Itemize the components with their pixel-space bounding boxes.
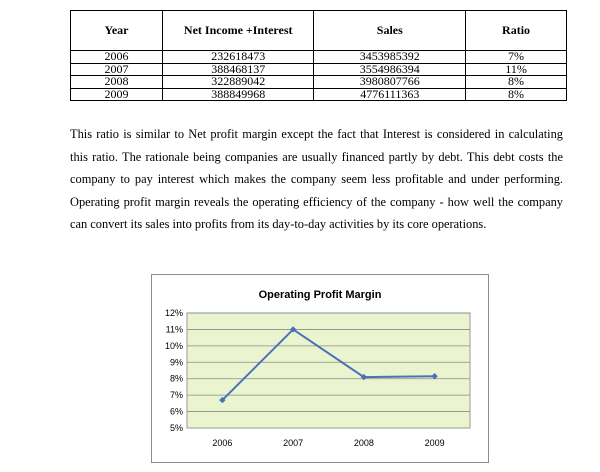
cell-sales: 4776111363 (314, 88, 466, 101)
chart-title: Operating Profit Margin (258, 289, 382, 301)
cell-sales: 3980807766 (314, 76, 466, 89)
plot-area (165, 308, 470, 448)
cell-year: 2009 (71, 88, 163, 101)
cell-net-income: 388849968 (162, 88, 314, 101)
header-net-income-interest: Net Income +Interest (162, 11, 314, 51)
x-tick-label: 2006 (212, 438, 233, 448)
y-tick-label: 10% (164, 340, 183, 351)
y-tick-label: 5% (169, 423, 183, 433)
cell-ratio: 8% (466, 76, 567, 89)
operating-profit-margin-chart (151, 274, 489, 463)
cell-net-income: 322889042 (162, 76, 314, 89)
x-tick-label: 2008 (353, 438, 374, 448)
y-tick-label: 6% (169, 406, 183, 417)
y-tick-label: 8% (169, 373, 183, 384)
header-year: Year (71, 11, 163, 51)
cell-year: 2007 (71, 63, 163, 76)
cell-ratio: 8% (466, 88, 567, 101)
y-tick-label: 9% (169, 357, 183, 368)
table-row (71, 63, 567, 76)
chart-svg (152, 275, 488, 462)
y-tick-label: 11% (165, 324, 183, 335)
cell-net-income: 388468137 (162, 63, 314, 76)
cell-net-income: 232618473 (162, 51, 314, 64)
table-row (71, 76, 567, 89)
ratio-table (70, 10, 567, 101)
table-header-row (71, 11, 567, 51)
x-tick-label: 2007 (283, 438, 304, 448)
cell-sales: 3554986394 (314, 63, 466, 76)
cell-sales: 3453985392 (314, 51, 466, 64)
cell-ratio: 11% (466, 63, 567, 76)
x-tick-label: 2009 (424, 438, 445, 448)
cell-year: 2008 (71, 76, 163, 89)
cell-ratio: 7% (466, 51, 567, 64)
table-row (71, 51, 567, 64)
y-tick-label: 12% (164, 308, 183, 318)
header-ratio: Ratio (466, 11, 567, 51)
y-tick-label: 7% (169, 390, 183, 401)
plot-background (187, 313, 470, 428)
explanation-paragraph: This ratio is similar to Net profit margin except the fact that Interest is considered in calculating this ratio. The rationale being companies are usually financed partly by debt. This debt costs the company to pay interest which makes the company seem less profitable and under performing. Operating profit margin reveals the operating efficiency of the company - how well the company can convert its sales into profits from its day-to-day activities by its core operations. (70, 127, 563, 232)
header-sales: Sales (314, 11, 466, 51)
table-row (71, 88, 567, 101)
cell-year: 2006 (71, 51, 163, 64)
